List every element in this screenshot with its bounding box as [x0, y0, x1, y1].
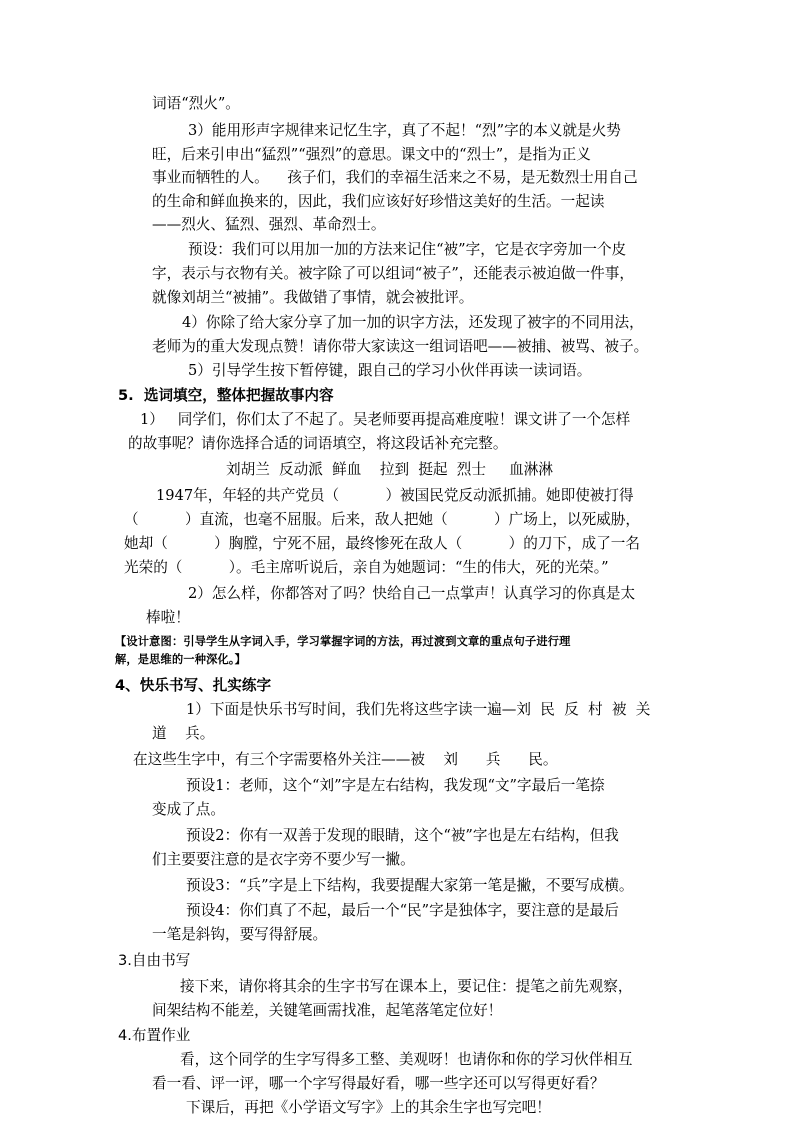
text-line: 就像刘胡兰“被捕”。我做错了事情，就会被批评。 [152, 289, 474, 306]
design-intent-note: 【设计意图：引导学生从字词入手，学习掌握字词的方法，再过渡到文章的重点句子进行理 [115, 635, 571, 648]
text-line: 字，表示与衣物有关。被字除了可以组词“被子”，还能表示被迫做一件事， [152, 265, 634, 282]
text-line: 3）能用形声字规律来记忆生字，真了不起！“烈”字的本义就是火势 [188, 122, 621, 139]
text-line: 预设4：你们真了不起，最后一个“民”字是独体字，要注意的是最后 [186, 902, 619, 919]
text-line: 旺，后来引申出“猛烈”“强烈”的意思。课文中的“烈士”，是指为正义 [152, 146, 591, 163]
word-bank: 刘胡兰 反动派 鲜血 拉到 挺起 烈士 血淋淋 [226, 461, 553, 478]
text-line: 事业而牺牲的人。 孩子们，我们的幸福生活来之不易，是无数烈士用自己 [152, 169, 638, 186]
text-line: 下课后，再把《小学语文写字》上的其余生字也写完吧！ [186, 1099, 551, 1116]
text-line: 棒啦！ [146, 609, 190, 626]
text-line: 们主要要注意的是衣字旁不要少写一撇。 [152, 851, 415, 868]
text-line: （ ）直流，也毫不屈服。后来，敌人把她（ ）广场上，以死威胁， [124, 511, 640, 528]
text-line: 预设1：老师，这个“刘”字是左右结构，我发现“文”字最后一笔捺 [186, 777, 605, 794]
text-line: 老师为的重大发现点赞！请你带大家读这一组词语吧——被捕、被骂、被子。 [152, 338, 649, 355]
text-line: 的故事呢？请你选择合适的词语填空，将这段话补充完整。 [128, 435, 508, 452]
text-line: 光荣的（ ）。毛主席听说后，亲自为她题词：“生的伟大，死的光荣。” [124, 559, 609, 576]
text-line: 一笔是斜钩，要写得舒展。 [152, 926, 328, 943]
text-line: 预设3：“兵”字是上下结构，我要提醒大家第一笔是撇，不要写成横。 [186, 877, 634, 894]
text-line: 的生命和鲜血换来的，因此，我们应该好好珍惜这美好的生活。一起读 [152, 193, 605, 210]
text-line: 词语“烈火”。 [152, 95, 240, 112]
text-line: 1） 同学们，你们太了不起了。吴老师要再提高难度啦！课文讲了一个怎样 [140, 411, 631, 428]
text-line: 看，这个同学的生字写得多工整、美观呀！也请你和你的学习伙伴相互 [180, 1051, 633, 1068]
text-line: 间架结构不能差，关键笔画需找准，起笔落笔定位好！ [152, 1002, 503, 1019]
text-line: 1）下面是快乐书写时间，我们先将这些字读一遍—刘 民 反 村 被 关 [186, 701, 651, 718]
text-line: 预设：我们可以用加一加的方法来记住“被”字，它是衣字旁加一个皮 [188, 241, 627, 258]
design-intent-note: 解，是思维的一种深化。】 [115, 653, 247, 666]
text-line: 在这些生字中，有三个字需要格外关注——被 刘 兵 民。 [133, 751, 558, 768]
text-line: 5）引导学生按下暂停键，跟自己的学习小伙伴再读一读词语。 [188, 362, 592, 379]
section-heading: 4、快乐书写、扎实练字 [115, 677, 272, 694]
text-line: 4）你除了给大家分享了加一加的识字方法，还发现了被字的不同用法， [182, 314, 644, 331]
text-line: 预设2：你有一双善于发现的眼睛，这个“被”字也是左右结构，但我 [186, 827, 619, 844]
text-line: 看一看、评一评，哪一个字写得最好看，哪一些字还可以写得更好看？ [152, 1075, 605, 1092]
text-line: 她却（ ）胸膛，宁死不屈，最终惨死在敌人（ ）的刀下，成了一名 [124, 535, 640, 552]
text-line: ——烈火、猛烈、强烈、革命烈士。 [152, 216, 386, 233]
section-heading: 4.布置作业 [118, 1027, 191, 1044]
text-line: 1947年，年轻的共产党员（ ）被国民党反动派抓捕。她即使被打得 [156, 487, 634, 504]
text-line: 道 兵。 [152, 725, 215, 742]
text-line: 接下来，请你将其余的生字书写在课本上，要记住：提笔之前先观察， [180, 978, 633, 995]
text-line: 变成了点。 [152, 801, 225, 818]
section-heading: 3.自由书写 [118, 952, 191, 969]
text-line: 2）怎么样，你都答对了吗？快给自己一点掌声！认真学习的你真是太 [188, 585, 636, 602]
section-heading: 5. 选词填空，整体把握故事内容 [118, 387, 334, 404]
